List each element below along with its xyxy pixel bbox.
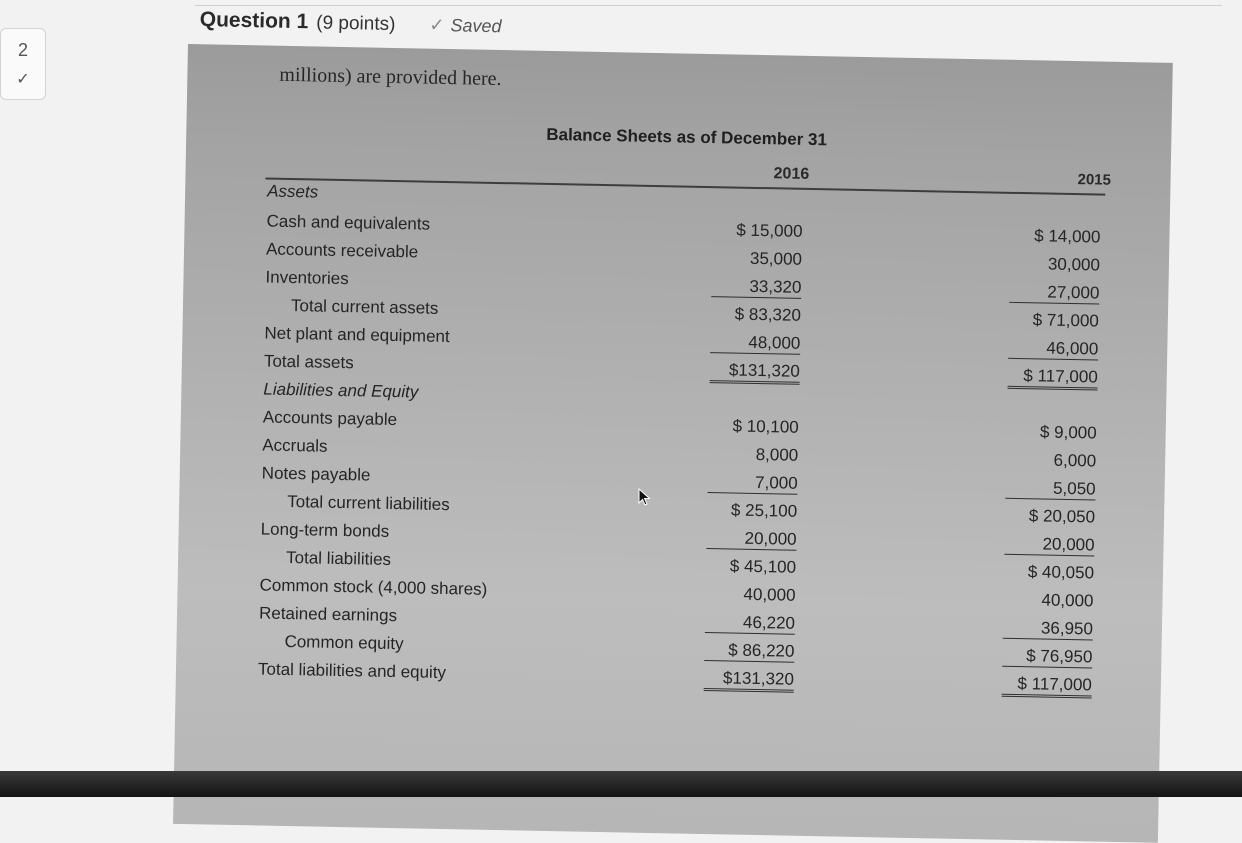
value-2016: $131,320: [704, 668, 794, 693]
value-2016: $ 25,100: [730, 500, 798, 521]
row-label: Total current assets: [290, 296, 439, 318]
value-2016: $131,320: [710, 360, 800, 385]
value-2015: $ 20,050: [1028, 506, 1096, 527]
row-label: Liabilities and Equity: [263, 379, 419, 402]
row-label: Net plant and equipment: [264, 323, 450, 347]
value-2015: 27,000: [1009, 282, 1099, 305]
value-2016: $ 86,220: [704, 640, 794, 663]
value-2016: 40,000: [743, 584, 796, 605]
value-2016: 8,000: [755, 444, 799, 465]
question-points: (9 points): [316, 12, 396, 36]
row-label: Notes payable: [261, 463, 371, 485]
value-2016: $ 10,100: [732, 416, 799, 437]
row-label: Total current liabilities: [287, 491, 450, 515]
value-2016: 33,320: [711, 276, 801, 299]
value-2015: 46,000: [1008, 338, 1098, 361]
answered-check-icon: ✓: [16, 70, 30, 88]
value-2016: $ 45,100: [729, 556, 797, 577]
value-2015: $ 76,950: [1002, 646, 1092, 669]
column-header-2015: 2015: [1077, 171, 1112, 189]
row-label: Retained earnings: [258, 603, 398, 626]
question-title: Question 1: [199, 8, 309, 34]
row-label: Accounts receivable: [265, 239, 419, 262]
screen-bottom-edge: [0, 771, 1242, 797]
value-2016: 7,000: [707, 472, 797, 495]
row-label: Total liabilities and equity: [257, 659, 447, 683]
saved-status: [429, 15, 502, 38]
value-2016: $ 83,320: [734, 304, 802, 325]
value-2015: $ 117,000: [1002, 674, 1092, 699]
value-2015: $ 40,050: [1027, 562, 1095, 583]
row-label: Assets: [267, 181, 319, 202]
row-label: Long-term bonds: [260, 519, 390, 541]
value-2016: 48,000: [710, 332, 800, 355]
value-2015: 30,000: [1047, 254, 1101, 275]
value-2015: 40,000: [1041, 590, 1094, 611]
value-2016: 46,220: [705, 612, 795, 635]
value-2016: 35,000: [749, 248, 803, 269]
value-2015: 5,050: [1005, 478, 1095, 501]
balance-sheet-title: Balance Sheets as of December 31: [546, 124, 828, 150]
question-image: [173, 44, 1173, 843]
row-label: Accruals: [262, 435, 328, 456]
value-2015: 6,000: [1053, 450, 1097, 471]
intro-text: millions) are provided here.: [279, 63, 502, 91]
saved-check-icon: ✓: [429, 14, 445, 36]
row-label: Total assets: [263, 351, 354, 373]
row-label: Total liabilities: [285, 547, 392, 569]
value-2015: $ 117,000: [1008, 366, 1098, 391]
question-number: 2: [17, 39, 28, 60]
value-2016: $ 15,000: [736, 220, 803, 241]
row-label: Common stock (4,000 shares): [259, 575, 488, 599]
question-nav-badge[interactable]: [0, 28, 46, 100]
question-header: [199, 8, 501, 38]
value-2016: 20,000: [706, 528, 796, 551]
value-2015: 36,950: [1003, 618, 1093, 641]
top-divider: [195, 5, 1222, 6]
value-2015: 20,000: [1004, 534, 1094, 557]
row-label: Accounts payable: [262, 407, 398, 430]
row-label: Common equity: [284, 631, 404, 654]
value-2015: $ 71,000: [1032, 310, 1100, 331]
row-label: Cash and equivalents: [266, 211, 431, 234]
saved-label: Saved: [450, 15, 502, 37]
value-2015: $ 14,000: [1034, 226, 1101, 247]
mouse-cursor-icon: [638, 488, 652, 506]
row-label: Inventories: [265, 267, 349, 289]
column-header-2016: 2016: [773, 165, 810, 183]
value-2015: $ 9,000: [1039, 422, 1097, 443]
